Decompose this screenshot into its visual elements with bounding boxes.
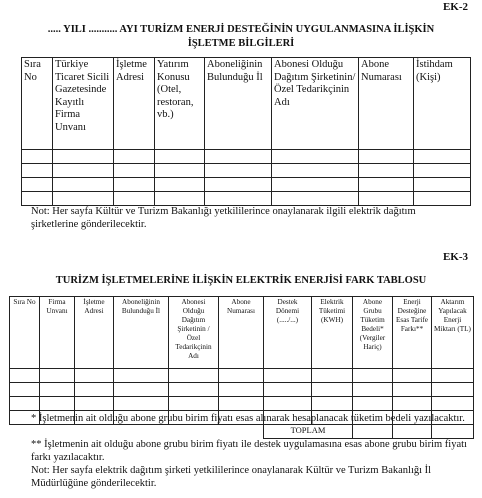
ek3-label: EK-3: [442, 251, 468, 263]
ek3-footnote-2: ** İşletmenin ait olduğu abone grubu birim fiyatı ile destek uygulamasına esas abone grubu birim fiyatı farkı yazılacaktır.: [31, 439, 467, 463]
header-cell: İstihdam (Kişi): [414, 58, 471, 150]
ek2-label: EK-2: [442, 1, 468, 13]
header-cell: Türkiye Ticaret Sicili Gazetesinde Kayıtlı Firma Unvanı: [53, 58, 114, 150]
header-cell: Abonesi Olduğu Dağıtım Şirketinin/Özel Tedarikçinin Adı: [272, 58, 359, 150]
header-cell: Aboneliğinin Bulunduğu İl: [114, 297, 169, 369]
header-cell: Aktarım Yapılacak Enerji Miktarı (TL): [432, 297, 474, 369]
header-cell: Sıra No: [10, 297, 40, 369]
table-row: [10, 369, 474, 383]
header-cell: Firma Unvanı: [40, 297, 75, 369]
header-cell: İşletme Adresi: [114, 58, 155, 150]
ek2-title-line1: ..... YILI ........... AYI TURİZM ENERJİ DESTEĞİNİN UYGULANMASINA İLİŞKİN: [47, 24, 435, 35]
ek2-title-line2: İŞLETME BİLGİLERİ: [187, 38, 295, 49]
header-cell: Aboneliğinin Bulunduğu İl: [205, 58, 272, 150]
ek3-note: Not: Her sayfa elektrik dağıtım şirketi yetkililerince onaylanarak Kültür ve Turizm Bakanlığı İl Müdürlüğüne gönderilecektir.: [31, 465, 432, 489]
ek3-header-row: [10, 297, 474, 369]
header-cell: Elektrik Tüketimi (KWH): [312, 297, 353, 369]
header-cell: Enerji Desteğine Esas Tarife Farkı**: [393, 297, 432, 369]
total-label: TOPLAM: [264, 425, 353, 439]
business-info-table: [21, 57, 471, 206]
header-cell: Sıra No: [22, 58, 53, 150]
table-row: [22, 164, 471, 178]
table-row: [22, 150, 471, 164]
header-cell: Destek Dönemi (...../...): [264, 297, 312, 369]
table-row: [10, 397, 474, 411]
ek2-header-row: [22, 58, 471, 150]
header-cell: Abone Grubu Tüketim Bedeli* (Vergiler Hariç): [353, 297, 393, 369]
total-row: [10, 425, 474, 439]
ek3-title: TURİZM İŞLETMELERİNE İLİŞKİN ELEKTRİK ENERJİSİ FARK TABLOSU: [55, 275, 427, 286]
table-row: [22, 178, 471, 192]
header-cell: Abonesi Olduğu Dağıtım Şirketinin /Özel Tedarikçinin Adı: [169, 297, 219, 369]
table-row: [22, 192, 471, 206]
header-cell: İşletme Adresi: [75, 297, 114, 369]
ek3-footnote-1: * İşletmenin ait olduğu abone grubu birim fiyatı esas alınarak hesaplanacak tüketim bedeli yazılacaktır.: [31, 413, 465, 424]
header-cell: Abone Numarası: [359, 58, 414, 150]
table-row: [10, 383, 474, 397]
ek2-note: Not: Her sayfa Kültür ve Turizm Bakanlığı yetkililerince onaylanarak ilgili elektrik dağıtım şirketlerine gönderilecektir.: [31, 206, 416, 230]
header-cell: Abone Numarası: [219, 297, 264, 369]
header-cell: Yatırım Konusu (Otel, restoran, vb.): [155, 58, 205, 150]
